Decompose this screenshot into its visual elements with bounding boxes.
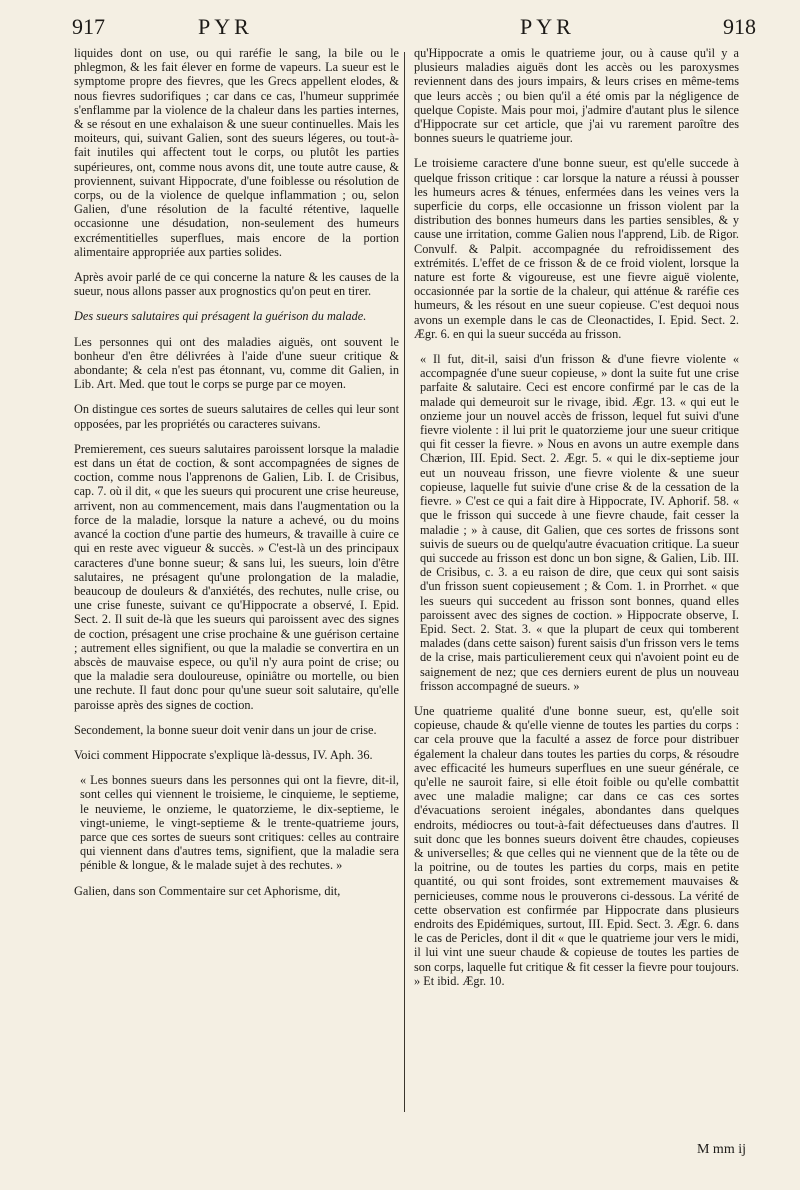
paragraph: Le troisieme caractere d'une bonne sueur, est qu'elle succede à quelque frisson critique : car lorsque la nature a réussi à pousser les humeurs acres & ténues, enfermées dans les veines vers la superficie du corps, elle occasionne un frisson violent par la distribution des bonnes humeurs dans les parties sensibles, & y cause une irritation, comme Galien nous l'apprend, Lib. de Rigor. Convulf. & Palpit. accompagnée du refroidissement des extrémités. L'effet de ce frisson & de ce froid violent, lorsque la nature est forte & vigoureuse, est une fievre aiguë violente, occasionnée par la sortie de la chaleur, qui atténue & raréfie ces humeurs, & les résout en une sueur copieuse. C'est dequoi nous avons un exemple dans le cas de Cleonactides, I. Epid. Sect. 2. Ægr. 6. en qui la sueur succéda au frisson. — [414, 156, 739, 341]
quotation: « Les bonnes sueurs dans les personnes qui ont la fievre, dit-il, sont celles qui viennent le troisieme, le cinquieme, le septieme, le neuvieme, le onzieme, le quatorzieme, le dix-septieme, le vingt-unieme, le vingt-septieme & le trente-quatrieme jours, parce que ces sortes de sueurs sont critiques: celles au contraire qui viennent dans d'autres tems, signifient, que la maladie sera pénible & longue, & le malade sujet à des rechutes. » — [80, 773, 399, 873]
quotation: « Il fut, dit-il, saisi d'un frisson & d'une fievre violente « accompagnée d'une sueur copieuse, » dont la suite fut une crise parfaite & salutaire. Ceci est encore confirmé par le cas de la malade qui demeuroit sur le rivage, ibid. Ægr. 13. « qui eut le onzieme jour un nouvel accès de frisson, lequel fut suivi d'une fievre violente : il lui prit le quatorzieme jour une sueur critique qui fit cesser la fievre. » Nous en avons un autre exemple dans Chærion, III. Epid. Sect. 2. Ægr. 5. « qui le dix-septieme jour eut un nouveau frisson, une fievre violente & une sueur copieuse, laquelle fut suivie d'une crise & de la cessation de la fievre. » C'est ce qui a fait dire à Hippocrate, IV. Aphorif. 58. « que le frisson qui succede à une fievre chaude, fait cesser la maladie ; » à cause, dit Galien, que ces sortes de frissons sont suivis de sueurs ou de quelqu'autre évacuation critique. La sueur qui succede au frisson est donc un bon signe, & Galien, Lib. III. de Crisibus, c. 3. a eu raison de dire, que ceux qui sont saisis d'un frisson suent copieusement ; & Com. 1. in Prorrhet. « que les sueurs qui succedent au frisson sont bonnes, quand elles paroissent avec des signes de coction. » Hippocrate observe, I. Epid. Sect. 2. Stat. 3. « que la plupart de ceux qui tomberent malades (dans cette saison) furent saisis d'un frisson vers le tems de la crise, mais particulierement ceux qui n'avoient point eu de saignement de nez; que ces derniers eurent de plus un nouveau frisson accompagné de sueurs. » — [420, 352, 739, 693]
signature-mark: M mm ij — [696, 1142, 746, 1157]
paragraph: qu'Hippocrate a omis le quatrieme jour, ou à cause qu'il y a plusieurs maladies aiguës dont les accès ou les paroxysmes reviennent dans des jours impairs, & leurs crises en même-tems que leurs accès ; ou bien qu'il a été omis par la négligence de quelque Copiste. Mais pour moi, j'admire d'autant plus le silence d'Hippocrate sur cet article, que j'ai vu rarement paroître des bonnes sueurs le quatrieme jour. — [414, 46, 739, 146]
paragraph: Voici comment Hippocrate s'explique là-dessus, IV. Aph. 36. — [74, 747, 373, 762]
running-head-right: PYR — [520, 14, 575, 39]
paragraph: On distingue ces sortes de sueurs salutaires de celles qui leur sont opposées, par les propriétés ou caracteres suivans. — [74, 402, 399, 431]
page-number-right: 918 — [723, 14, 756, 39]
running-head-left: PYR — [198, 14, 253, 39]
paragraph: Secondement, la bonne sueur doit venir dans un jour de crise. — [74, 722, 377, 737]
left-column — [74, 46, 399, 909]
page-header — [0, 10, 800, 50]
paragraph: Une quatrieme qualité d'une bonne sueur, est, qu'elle soit copieuse, chaude & qu'elle vienne de toutes les parties du corps : car cela prouve que la faculté a assez de force pour distribuer également la chaleur dans toutes les parties du corps, & résoudre avec efficacité les humeurs superflues en une sueur générale, ce qu'elle ne sauroit faire, si elle étoit foible ou qu'elle combattit avec une maladie maligne; car dans ce cas ces sortes d'évacuations seroient inégales, abondantes dans quelques endroits, médiocres ou tout-à-fait défectueuses dans d'autres. Il suit donc que les bonnes sueurs doivent être chaudes, copieuses & universelles; & que celles qui ne viennent que de la tête ou de la poitrine, ou de toutes les parties du corps, mais en petite quantité, ou qui sont froides, sont extremement mauvaises & pernicieuses, comme nous le prouverons ci-dessous. La vérité de cette observation est confirmée par Hippocrate dans plusieurs endroits des Epidémiques, surtout, III. Epid. Sect. 3. Ægr. 6. dans le cas de Pericles, dont il dit « que le quatrieme jour vers le midi, il lui vint une sueur chaude & copieuse de toutes les parties de son corps, laquelle fut critique & fit cesser la fievre pour toujours. » Et ibid. Ægr. 10. — [414, 703, 739, 988]
paragraph: Après avoir parlé de ce qui concerne la nature & les causes de la sueur, nous allons passer aux prognostics qu'on peut en tirer. — [74, 270, 399, 299]
paragraph: Premierement, ces sueurs salutaires paroissent lorsque la maladie est dans un état de coction, & sont accompagnées de signes de coction, comme nous l'apprenons de Galien, Lib. I. de Crisibus, cap. 7. où il dit, « que les sueurs qui procurent une crise heureuse, arrivent, non au commencement, mais dans l'augmentation ou la force de la maladie, lorsque la nature a achevé, ou du moins avancé la coction d'une partie des humeurs, & travaille à cuire ce qui en reste avec vigueur & succès. » C'est-là un des principaux caracteres d'une bonne sueur; & sans lui, les sueurs, loin d'être salutaires, ne présagent qu'une prolongation de la maladie, beaucoup de douleurs & d'anxiétés, des rechutes, nulle crise, ou une crise funeste, suivant ce qu'Hippocrate a observé, I. Epid. Sect. 2. Il suit de-là que les sueurs qui paroissent avec des signes de coction, présagent une crise prochaine & une guérison certaine ; autrement elles signifient, ou que la maladie se convertira en un abscès de mauvaise espece, ou qu'il n'y aura point de crise; ou que la maladie sera douloureuse, opiniâtre ou mortelle, ou bien une rechute. Il faut donc pour qu'une sueur soit salutaire, qu'elle paroisse après des signes de coction. — [74, 441, 399, 712]
page-number-left: 917 — [72, 14, 105, 39]
right-column — [414, 46, 739, 999]
section-heading: Des sueurs salutaires qui présagent la guérison du malade. — [74, 309, 367, 324]
paragraph: liquides dont on use, ou qui raréfie le sang, la bile ou le phlegmon, & les fait élever en forme de vapeurs. La sueur est le symptome propre des fievres, que les Grecs appellent elodes, & nous fievres sudorifiques ; car dans ce cas, l'humeur supprimée s'enflamme par la violence de la chaleur dans les parties internes, & se résout en une exhalaison & une sueur continuelles. Mais les moiteurs, qui, suivant Galien, sont des sueurs légeres, ou tout-à-fait inutiles qui affectent tout le corps, ou plutôt les parties supérieures, ont, comme nous avons dit, une toute autre cause, & proviennent, suivant Hippocrate, d'une foiblesse ou résolution de corps, ou de la violence de quelque inflammation ; ou, selon Galien, d'une résolution de la faculté rétentive, laquelle occasionne une désudation, non-seulement des humeurs excrémentitielles superflues, mais encore de la portion alimentaire appropriée aux parties solides. — [74, 46, 399, 259]
column-divider — [404, 52, 405, 1112]
paragraph: Les personnes qui ont des maladies aiguës, ont souvent le bonheur d'en être délivrées à l'aide d'une sueur critique & abondante; & cela n'est pas étonnant, vu, comme dit Galien, in Lib. Art. Med. que tout le corps se purge par ce moyen. — [74, 334, 399, 392]
paragraph: Galien, dans son Commentaire sur cet Aphorisme, dit, — [74, 883, 341, 898]
